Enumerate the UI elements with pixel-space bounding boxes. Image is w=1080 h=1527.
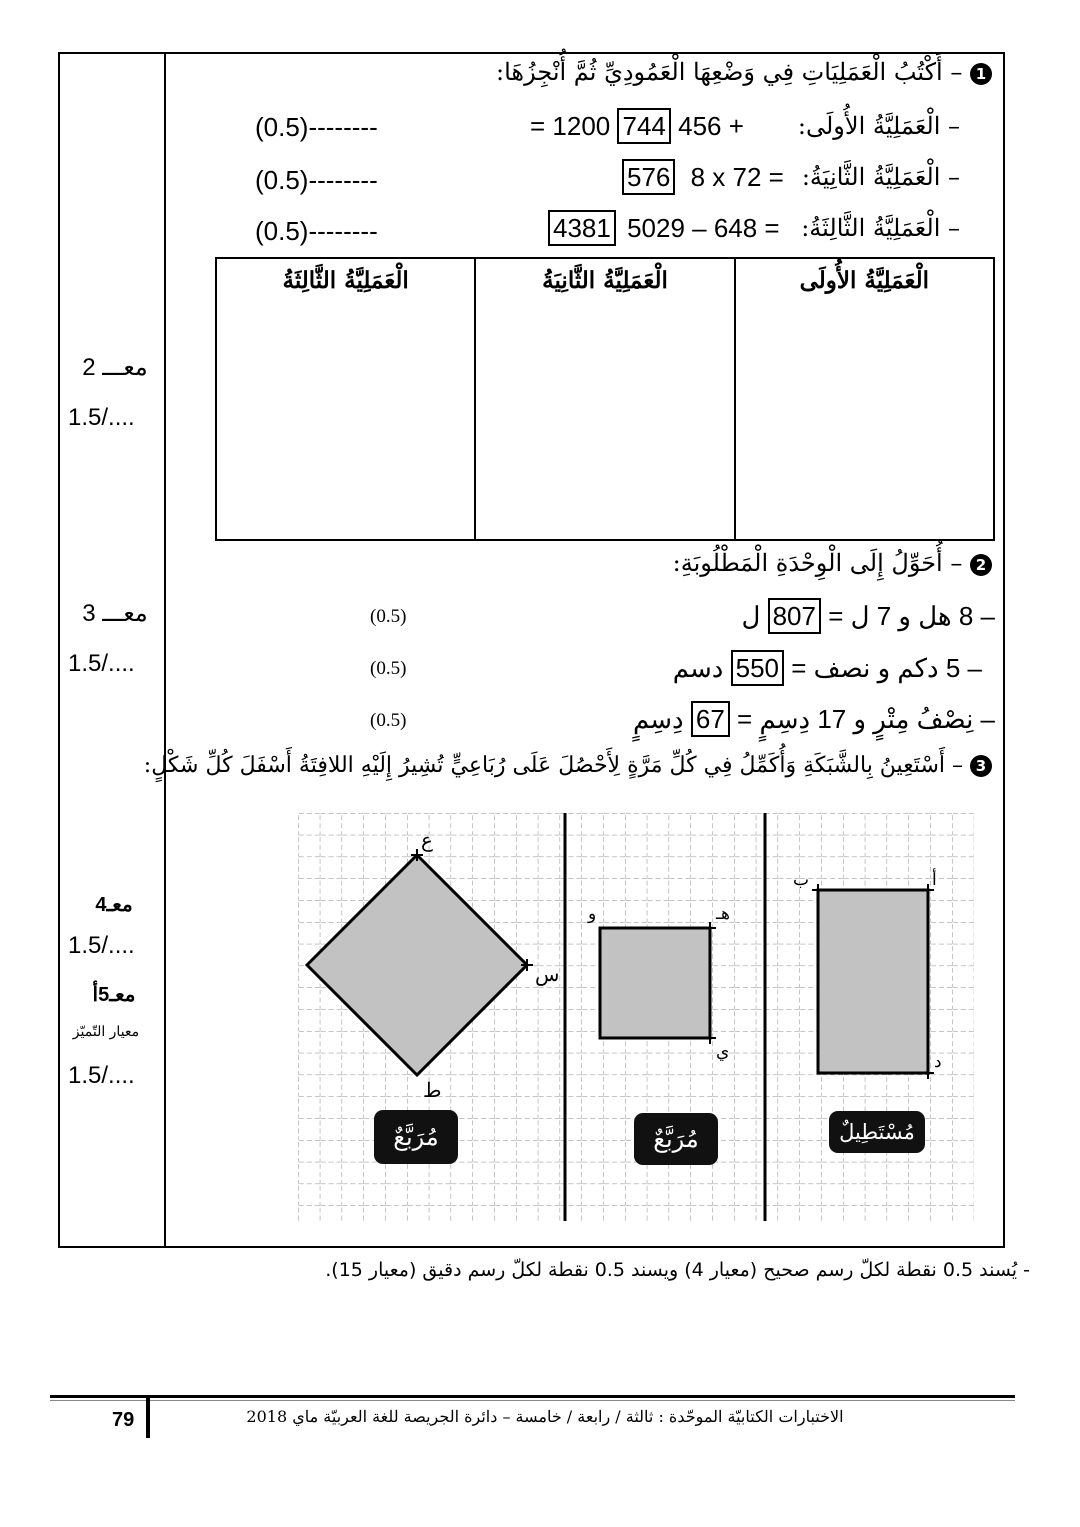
q3-title: – أَسْتَعِينُ بِالشَّبَكَةِ وَأُكَمِّلُ فِي كُلِّ مَرَّةٍ لِأَحْصُلَ عَلَى رُبَاعِيٍّ تُشِيرُ إِلَيْهِ اللافِتَةُ أَسْفَلَ كُلِّ شَكْلٍ: bbox=[143, 753, 963, 778]
q2-item3-answer: 67 bbox=[691, 701, 730, 737]
shape-label-square-left: مُرَبَّعٌ bbox=[374, 1110, 458, 1164]
q3-title-row bbox=[144, 753, 992, 778]
q1-op1-row bbox=[530, 108, 744, 144]
q1-op2-label: – الْعَمَلِيَّةُ الثَّانِيَةُ: bbox=[801, 163, 960, 191]
q1-op3-answer: 4381 bbox=[548, 210, 616, 246]
vertex-label: ع bbox=[421, 828, 433, 852]
table-header-second: الْعَمَلِيَّةُ الثَّانِيَةُ bbox=[475, 258, 734, 540]
q1-number: 1 bbox=[970, 63, 992, 85]
footer-page-divider bbox=[146, 1398, 150, 1438]
q1-op3-row bbox=[548, 210, 780, 246]
criterion-5a-score: 1.5/.... bbox=[68, 1062, 135, 1089]
criterion-3-score: 1.5/.... bbox=[68, 650, 135, 677]
criterion-4-score: 1.5/.... bbox=[68, 932, 135, 959]
footer-rule bbox=[50, 1395, 1015, 1398]
q1-op2-row bbox=[622, 159, 784, 195]
footer-rule-thin bbox=[50, 1400, 1015, 1401]
q2-title: – أُحَوِّلُ إِلَى الْوِحْدَةِ الْمَطْلُوبَةِ: bbox=[672, 549, 963, 577]
rectangle-shape bbox=[818, 890, 928, 1073]
vertex-label: و bbox=[588, 904, 597, 924]
q3-number: 3 bbox=[970, 755, 992, 777]
q1-op2-expr: 8 x 72 = bbox=[690, 162, 784, 192]
q1-op1-rest: = 1200 bbox=[530, 111, 611, 141]
q1-op1-expr: 456 + bbox=[678, 111, 744, 141]
table-header-third: الْعَمَلِيَّةُ الثَّالِثَةُ bbox=[216, 258, 475, 540]
q2-item3 bbox=[633, 701, 995, 737]
q1-title-row bbox=[496, 58, 992, 86]
operations-table bbox=[215, 257, 995, 541]
q2-item1-unit: ل bbox=[741, 601, 761, 631]
q2-item3-score: (0.5) bbox=[370, 710, 407, 731]
q2-item2 bbox=[673, 650, 982, 686]
q2-item1-score: (0.5) bbox=[370, 606, 407, 627]
q1-op3-expr: 5029 – 648 = bbox=[627, 213, 780, 243]
q2-item3-unit: دِسِمٍ bbox=[632, 704, 684, 734]
q2-item1-left: – 8 هل و 7 ل = bbox=[828, 601, 995, 631]
footer-text: الاختبارات الكتابيّة الموحّدة : ثالثة / رابعة / خامسة – دائرة الجريصة للغة العربيّة ماي 2018 bbox=[246, 1407, 844, 1426]
q1-title: – أَكْتُبُ الْعَمَلِيَاتِ فِي وَضْعِهَا الْعَمُودِيِّ ثُمَّ أُنْجِزُهَا: bbox=[496, 58, 963, 86]
criterion-2-score: 1.5/.... bbox=[68, 404, 135, 431]
vertex-label: هـ bbox=[716, 904, 730, 924]
criterion-5a-name: معـ5أ bbox=[92, 984, 136, 1006]
vertex-label: ط bbox=[423, 1078, 442, 1102]
q2-title-row bbox=[673, 549, 992, 577]
grading-note: - يُسند 0.5 نقطة لكلّ رسم صحيح (معيار 4) ويسند 0.5 نقطة لكلّ رسم دقيق (معيار 15). bbox=[325, 1259, 1030, 1281]
q1-op1-score: (0.5)-------- bbox=[255, 112, 378, 142]
vertex-label: أ bbox=[932, 870, 937, 890]
q2-item2-answer: 550 bbox=[731, 650, 784, 686]
q2-item2-score: (0.5) bbox=[370, 658, 407, 679]
q2-item3-left: – نِصْفُ مِتْرٍ و 17 دِسِمٍ = bbox=[737, 704, 995, 734]
table-header-first: الْعَمَلِيَّةُ الأُولَى bbox=[735, 258, 994, 540]
criterion-3-name: معـــ 3 bbox=[82, 600, 148, 627]
criterion-5a-subtitle: معيار التّميّز bbox=[72, 1024, 140, 1040]
criteria-column-divider bbox=[164, 52, 166, 1248]
page-number: 79 bbox=[112, 1409, 135, 1431]
q2-item2-left: – 5 دكم و نصف = bbox=[791, 653, 982, 683]
q1-op1-label: – الْعَمَلِيَّةُ الأُولَى: bbox=[797, 112, 960, 140]
square-shape bbox=[600, 928, 710, 1038]
q1-op2-answer: 576 bbox=[622, 159, 675, 195]
vertex-label: ي bbox=[716, 1042, 730, 1062]
q1-op1-answer: 744 bbox=[617, 108, 670, 144]
criterion-2-name: معـــ 2 bbox=[82, 354, 148, 381]
q1-op3-score: (0.5)-------- bbox=[255, 216, 378, 246]
q2-number: 2 bbox=[970, 554, 992, 576]
q1-op3-label: – الْعَمَلِيَّةُ الثَّالِثَةُ: bbox=[801, 214, 960, 242]
shape-label-rectangle: مُسْتَطِيلٌ bbox=[829, 1111, 925, 1153]
vertex-label: د bbox=[934, 1052, 942, 1072]
q2-item1 bbox=[741, 598, 995, 634]
q2-item2-unit: دسم bbox=[672, 653, 724, 683]
q2-item1-answer: 807 bbox=[768, 598, 821, 634]
q1-op2-score: (0.5)-------- bbox=[255, 165, 378, 195]
vertex-label: س bbox=[535, 962, 560, 986]
vertex-label: ب bbox=[793, 870, 810, 890]
shape-label-square-middle: مُرَبَّعٌ bbox=[634, 1113, 718, 1165]
criterion-4-name: معـ4 bbox=[95, 894, 133, 916]
